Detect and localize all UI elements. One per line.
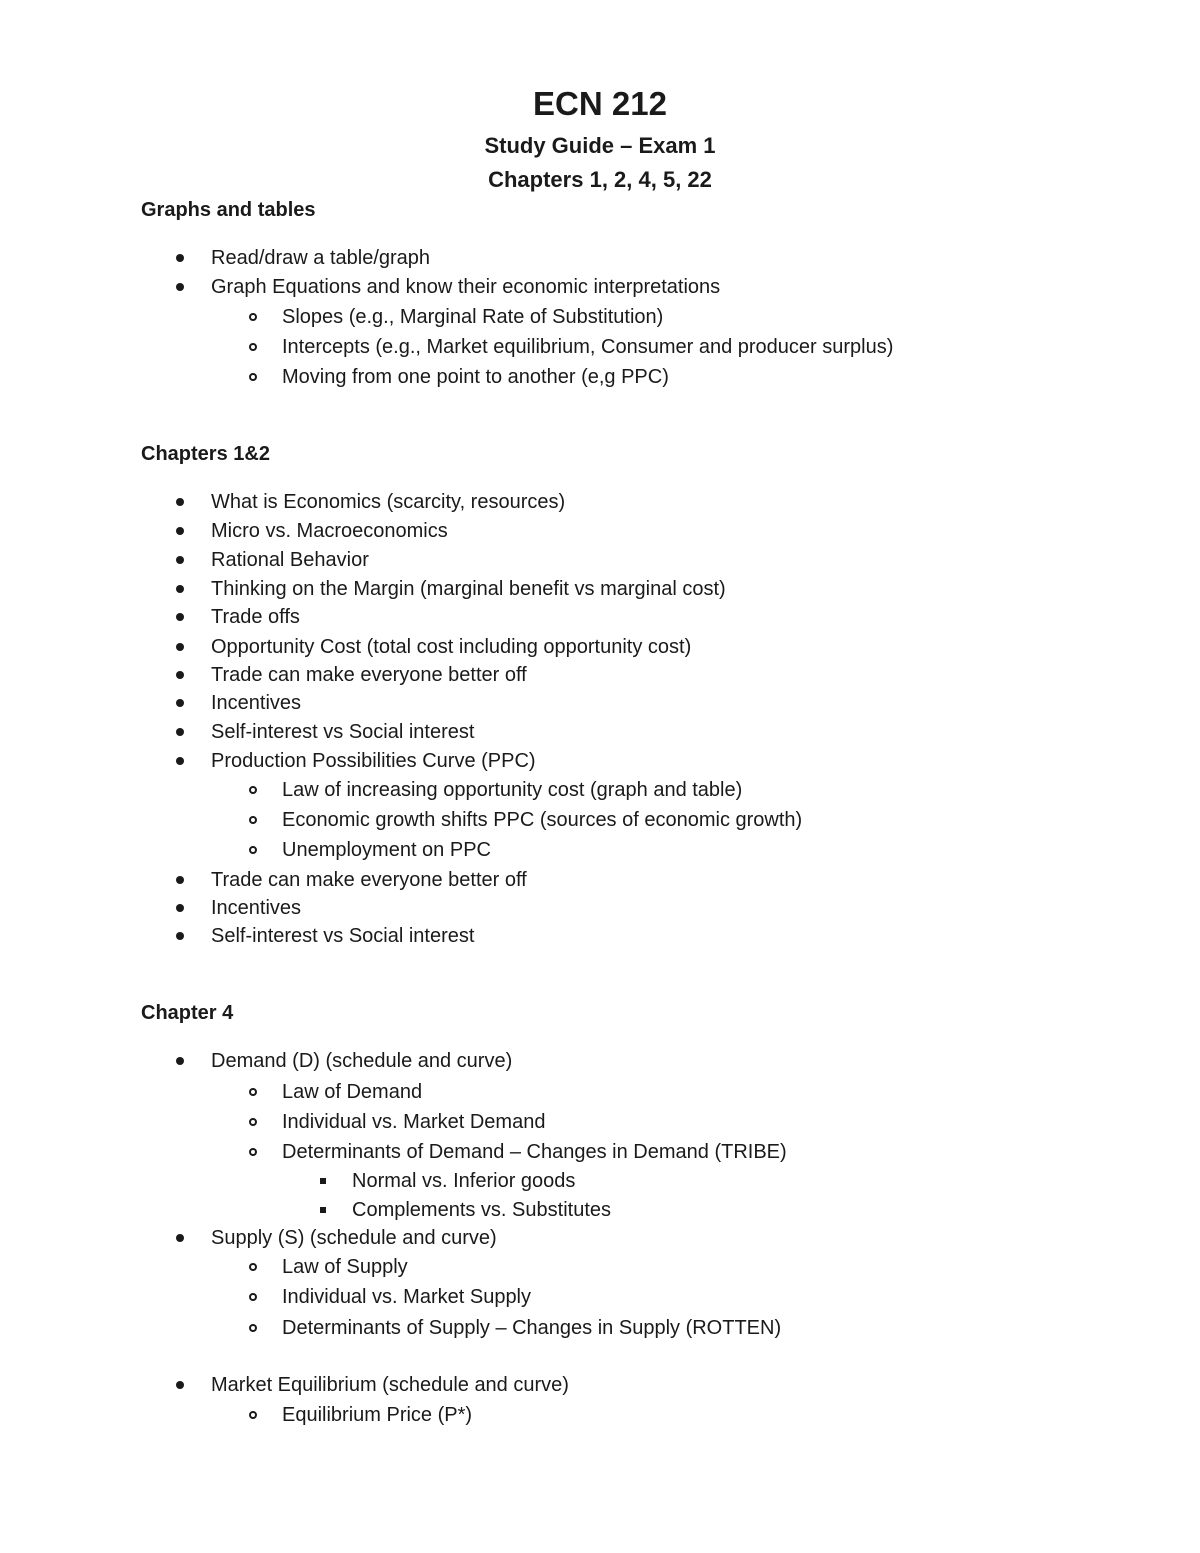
list-item: Trade can make everyone better off [211,664,527,686]
list-subitem: Economic growth shifts PPC (sources of economic growth) [282,809,803,831]
list-item: Supply (S) (schedule and curve) [211,1227,497,1249]
bullet-icon [176,728,184,736]
sub-bullet-icon [249,1263,257,1271]
list-item: Graph Equations and know their economic interpretations [211,276,721,298]
sub-bullet-icon [249,373,257,381]
sub-bullet-icon [249,816,257,824]
sub-bullet-icon [249,1088,257,1096]
list-item: Micro vs. Macroeconomics [211,520,448,542]
list-subsubitem: Complements vs. Substitutes [352,1199,611,1221]
bullet-icon [176,527,184,535]
bullet-icon [176,876,184,884]
list-subitem: Individual vs. Market Demand [282,1111,546,1133]
list-item: Opportunity Cost (total cost including opportunity cost) [211,636,692,658]
list-item: Demand (D) (schedule and curve) [211,1050,513,1072]
list-item: Rational Behavior [211,549,369,571]
sub-bullet-icon [249,1324,257,1332]
list-subitem: Determinants of Supply – Changes in Supply (ROTTEN) [282,1317,782,1339]
bullet-icon [176,1381,184,1389]
list-item: Read/draw a table/graph [211,247,431,269]
bullet-icon [176,585,184,593]
list-item: Self-interest vs Social interest [211,721,475,743]
sub-bullet-icon [249,343,257,351]
list-subitem: Moving from one point to another (e,g PPC) [282,366,669,388]
list-item: Thinking on the Margin (marginal benefit vs marginal cost) [211,578,726,600]
sub-bullet-icon [249,1148,257,1156]
list-subitem: Law of Supply [282,1256,408,1278]
bullet-icon [176,613,184,621]
bullet-icon [176,671,184,679]
list-item: Market Equilibrium (schedule and curve) [211,1374,569,1396]
bullet-icon [176,254,184,262]
document-title: ECN 212 [533,85,667,122]
list-subitem: Individual vs. Market Supply [282,1286,532,1308]
list-item: Trade can make everyone better off [211,869,527,891]
bullet-icon [176,283,184,291]
sub-bullet-icon [249,1118,257,1126]
bullet-icon [176,1234,184,1242]
list-item: Incentives [211,897,302,919]
list-item: Self-interest vs Social interest [211,925,475,947]
list-subitem: Law of increasing opportunity cost (graph and table) [282,779,743,801]
list-subitem: Intercepts (e.g., Market equilibrium, Consumer and producer surplus) [282,336,894,358]
list-subsubitem: Normal vs. Inferior goods [352,1170,576,1192]
bullet-icon [176,757,184,765]
section-heading-ch4: Chapter 4 [141,1002,234,1024]
bullet-icon [176,1057,184,1065]
square-bullet-icon [320,1207,326,1213]
sub-bullet-icon [249,786,257,794]
list-subitem: Equilibrium Price (P*) [282,1404,473,1426]
section-heading-ch12: Chapters 1&2 [141,443,270,465]
list-subitem: Unemployment on PPC [282,839,491,861]
bullet-icon [176,556,184,564]
list-item: Production Possibilities Curve (PPC) [211,750,536,772]
bullet-icon [176,643,184,651]
sub-bullet-icon [249,1411,257,1419]
list-subitem: Law of Demand [282,1081,423,1103]
list-subitem: Determinants of Demand – Changes in Demand (TRIBE) [282,1141,787,1163]
bullet-icon [176,498,184,506]
bullet-icon [176,904,184,912]
document-subtitle: Study Guide – Exam 1 [484,133,716,158]
section-heading-graphs: Graphs and tables [141,199,316,221]
list-item: Incentives [211,692,302,714]
sub-bullet-icon [249,313,257,321]
list-subitem: Slopes (e.g., Marginal Rate of Substitution) [282,306,664,328]
sub-bullet-icon [249,846,257,854]
bullet-icon [176,699,184,707]
bullet-icon [176,932,184,940]
list-item: What is Economics (scarcity, resources) [211,491,566,513]
sub-bullet-icon [249,1293,257,1301]
list-item: Trade offs [211,606,300,628]
square-bullet-icon [320,1178,326,1184]
chapters-line: Chapters 1, 2, 4, 5, 22 [488,167,712,192]
